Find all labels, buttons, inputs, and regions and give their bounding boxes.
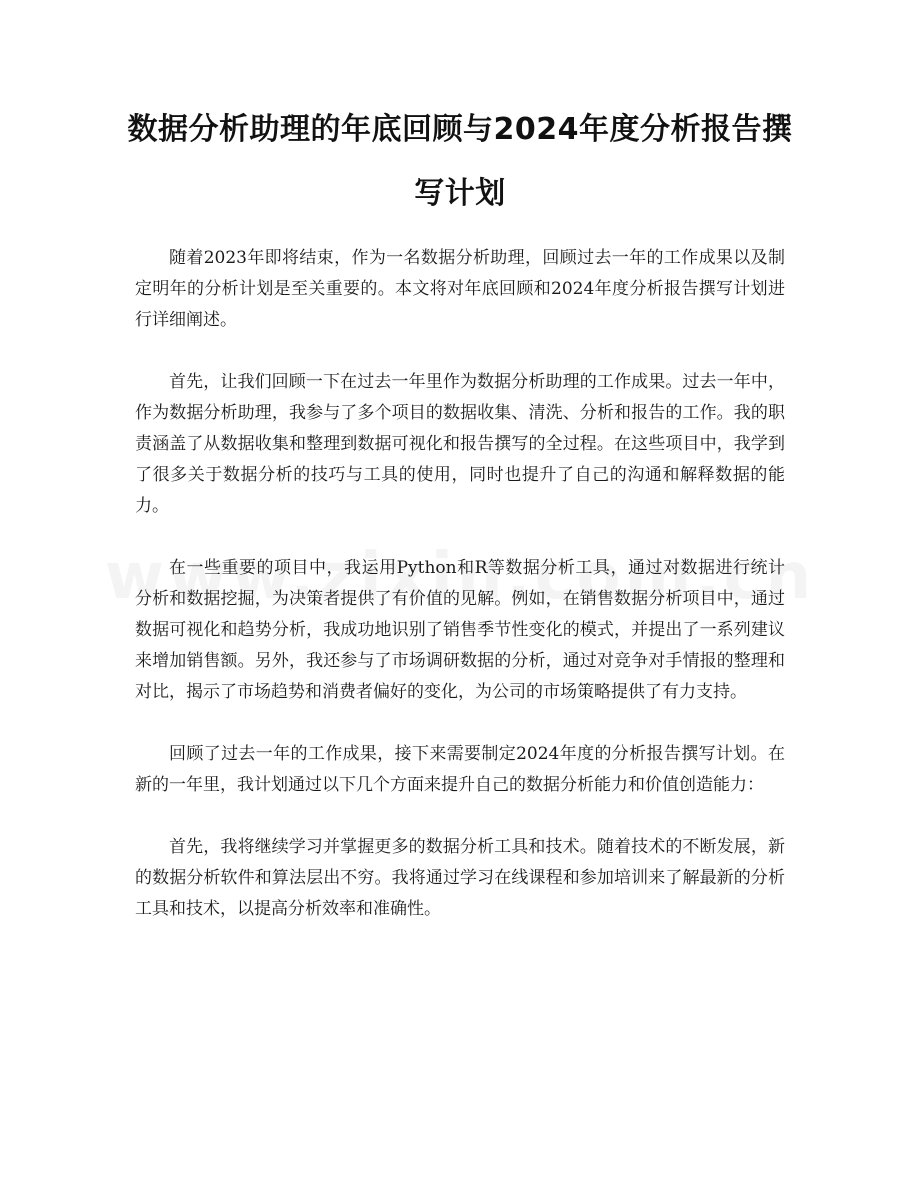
paragraph-plan-intro: 回顾了过去一年的工作成果，接下来需要制定2024年度的分析报告撰写计划。在新的一年里，我计划通过以下几个方面来提升自己的数据分析能力和价值创造能力：: [135, 744, 785, 795]
paragraph-review: 首先，让我们回顾一下在过去一年里作为数据分析助理的工作成果。过去一年中，作为数据分析助理，我参与了多个项目的数据收集、清洗、分析和报告的工作。我的职责涵盖了从数据收集和整理到数据可视化和报告撰写的全过程。在这些项目中，我学到了很多关于数据分析的技巧与工具的使用，同时也提升了自己的沟通和解释数据的能力。: [135, 372, 785, 516]
paragraph-projects: 在一些重要的项目中，我运用Python和R等数据分析工具，通过对数据进行统计分析和数据挖掘，为决策者提供了有价值的见解。例如，在销售数据分析项目中，通过数据可视化和趋势分析，我成功地识别了销售季节性变化的模式，并提出了一系列建议来增加销售额。另外，我还参与了市场调研数据的分析，通过对竞争对手情报的整理和对比，揭示了市场趋势和消费者偏好的变化，为公司的市场策略提供了有力支持。: [135, 558, 785, 702]
document-title: 数据分析助理的年底回顾与2024年度分析报告撰写计划: [127, 112, 793, 211]
paragraph-intro: 随着2023年即将结束，作为一名数据分析助理，回顾过去一年的工作成果以及制定明年的分析计划是至关重要的。本文将对年底回顾和2024年度分析报告撰写计划进行详细阐述。: [135, 248, 785, 330]
document-body: [135, 243, 785, 956]
paragraph-plan-first: 首先，我将继续学习并掌握更多的数据分析工具和技术。随着技术的不断发展，新的数据分析软件和算法层出不穷。我将通过学习在线课程和参加培训来了解最新的分析工具和技术，以提高分析效率和准确性。: [135, 837, 785, 919]
